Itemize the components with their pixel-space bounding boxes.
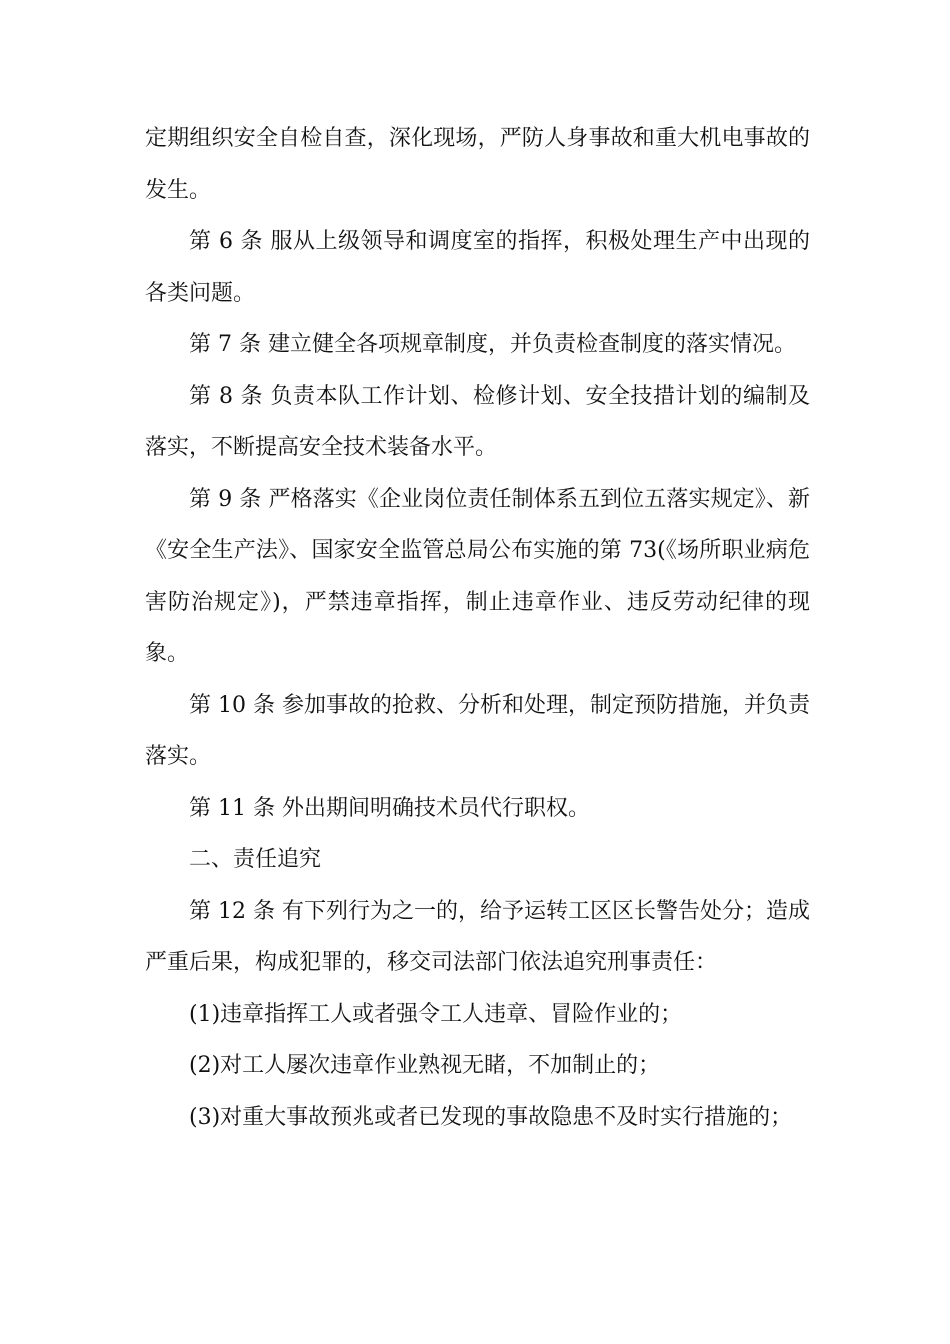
section-heading: 二、责任追究 [189,847,322,872]
article-11-paragraph: 第 11 条 外出期间明确技术员代行职权。 [189,795,590,821]
article-9-paragraph: 第 9 条 严格落实《企业岗位责任制体系五到位五落实规定》、新《安全生产法》、国家安全监管总局公布实施的第 73(《场所职业病危害防治规定》)，严禁违章指挥，制止违章作业、违反劳动纪律的现象。 [145,486,810,666]
article-7-paragraph: 第 7 条 建立健全各项规章制度，并负责检查制度的落实情况。 [189,332,796,357]
document-body [145,113,810,1143]
article-6-paragraph: 第 6 条 服从上级领导和调度室的指挥，积极处理生产中出现的各类问题。 [145,229,810,306]
article-8-paragraph: 第 8 条 负责本队工作计划、检修计划、安全技措计划的编制及落实，不断提高安全技术装备水平。 [145,383,810,460]
paragraph: 定期组织安全自检自查，深化现场，严防人身事故和重大机电事故的发生。 [145,126,810,203]
article-10-paragraph: 第 10 条 参加事故的抢救、分析和处理，制定预防措施，并负责落实。 [145,692,810,769]
list-item: (3)对重大事故预兆或者已发现的事故隐患不及时实行措施的； [189,1104,793,1130]
list-item: (1)违章指挥工人或者强令工人违章、冒险作业的； [189,1001,683,1027]
list-item: (2)对工人屡次违章作业熟视无睹，不加制止的； [189,1053,661,1078]
article-12-paragraph: 第 12 条 有下列行为之一的，给予运转工区区长警告处分；造成严重后果，构成犯罪的，移交司法部门依法追究刑事责任： [145,898,810,975]
